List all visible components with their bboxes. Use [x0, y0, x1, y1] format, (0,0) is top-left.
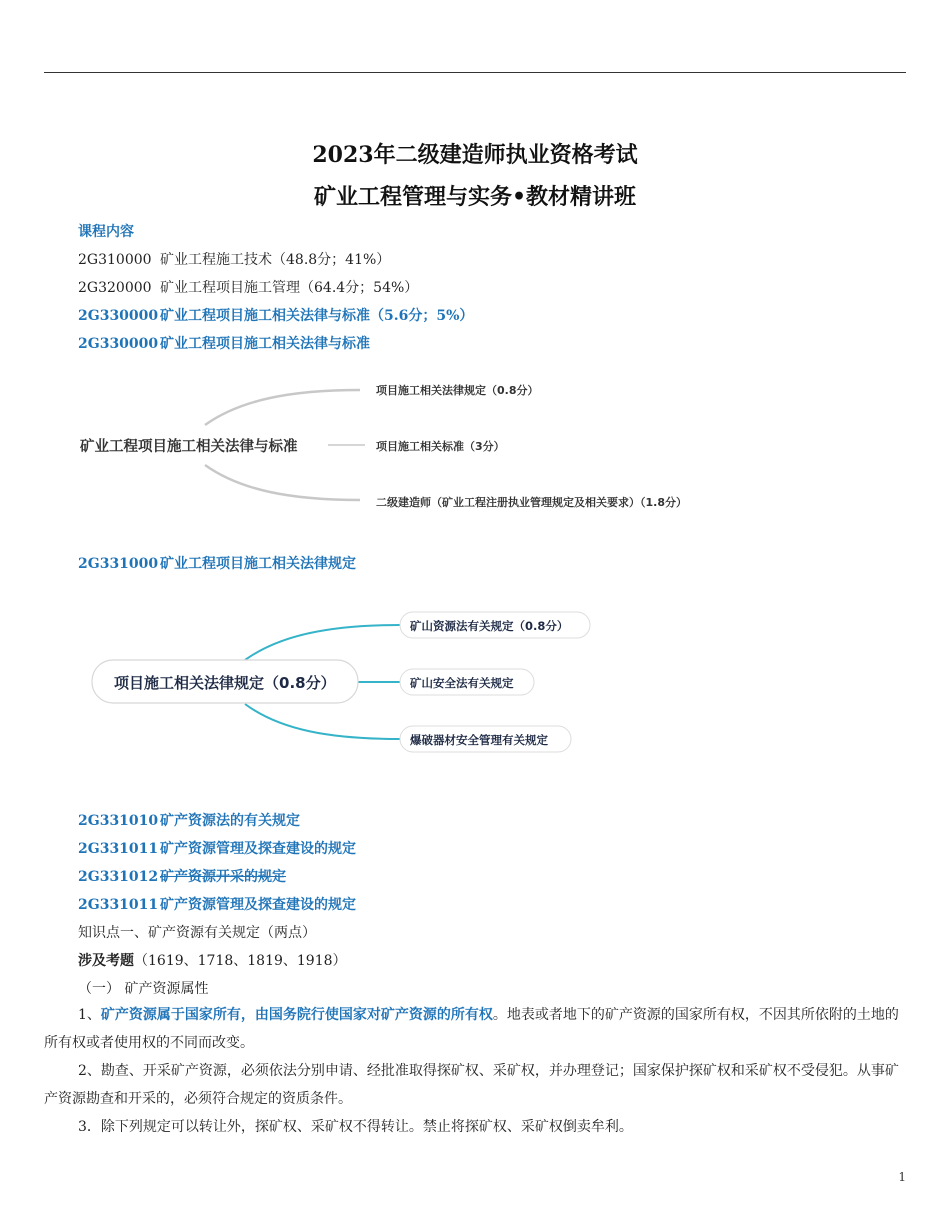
toc-item: [78, 810, 300, 830]
mindmap-laws-standards: [60, 370, 760, 525]
mindmap1-root: 矿业工程项目施工相关法律与标准: [80, 439, 298, 455]
subsection-heading: [78, 553, 356, 573]
toc-code: 2G331011: [78, 841, 159, 857]
toc-text: 矿产资源管理及探查建设的规定: [160, 841, 356, 857]
toc-item: [78, 838, 356, 858]
course-item-code: 2G320000: [78, 280, 152, 296]
mindmap2-branch: 矿山资源法有关规定（0.8分）: [410, 619, 569, 633]
toc-code: 2G331010: [78, 813, 159, 829]
course-item-text: 矿业工程施工技术（48.8分；41%）: [160, 252, 391, 268]
paragraph-1-highlight: 矿产资源属于国家所有，由国务院行使国家对矿产资源的所有权: [100, 1007, 493, 1023]
toc-text: 矿产资源管理及探查建设的规定: [160, 897, 356, 913]
page-number: 1: [898, 1170, 906, 1184]
course-item-text: 矿业工程项目施工相关法律与标准（5.6分；5%）: [160, 308, 474, 324]
mindmap2-connector-top: [245, 625, 400, 660]
mindmap1-branch: 二级建造师（矿业工程注册执业管理规定及相关要求）（1.8分）: [376, 496, 687, 509]
mindmap1-connector-bottom: [205, 465, 360, 500]
toc-text: 矿产资源开采的规定: [160, 869, 286, 885]
mindmap2-branch: 矿山安全法有关规定: [410, 676, 514, 690]
toc-item-struck: [78, 866, 286, 886]
toc-item: [78, 894, 356, 914]
knowledge-point: 知识点一、矿产资源有关规定（两点）: [78, 925, 316, 941]
mindmap-project-laws: [80, 600, 640, 765]
mindmap2-connector-bottom: [245, 704, 400, 739]
mindmap2-root: 项目施工相关法律规定（0.8分）: [114, 674, 336, 692]
paragraph-1-prefix: 1、: [78, 1007, 101, 1023]
sub-heading: （一） 矿产资源属性: [78, 981, 209, 997]
document-title-line2: 矿业工程管理与实务•教材精讲班: [313, 184, 637, 210]
course-item: [78, 277, 418, 297]
exam-reference: [78, 950, 347, 970]
subsection-text: 矿业工程项目施工相关法律规定: [160, 556, 356, 572]
course-item: [78, 249, 390, 269]
toc-code: 2G331012: [78, 869, 159, 885]
section-code: 2G330000: [78, 336, 159, 352]
section-heading: [78, 333, 370, 353]
exam-label: 涉及考题: [78, 953, 134, 969]
header-rule: [44, 72, 906, 73]
document-title-line1: 2023年二级建造师执业资格考试: [312, 142, 638, 168]
course-item-text: 矿业工程项目施工管理（64.4分；54%）: [160, 280, 419, 296]
course-item-current: [78, 305, 473, 325]
toc-text: 矿产资源法的有关规定: [160, 813, 300, 829]
course-item-code: 2G310000: [78, 252, 152, 268]
section-text: 矿业工程项目施工相关法律与标准: [160, 336, 370, 352]
toc-code: 2G331011: [78, 897, 159, 913]
paragraph-3: 3．除下列规定可以转让外，探矿权、采矿权不得转让。禁止将探矿权、采矿权倒卖牟利。: [78, 1119, 633, 1135]
paragraph-2: 2、勘查、开采矿产资源，必须依法分别申请、经批准取得探矿权、采矿权，并办理登记；国家保护探矿权和采矿权不受侵犯。从事矿产资源勘查和开采的，必须符合规定的资质条件。: [44, 1063, 899, 1107]
course-item-code: 2G330000: [78, 308, 159, 324]
mindmap1-connector-top: [205, 390, 360, 425]
exam-years: （1619、1718、1819、1918）: [134, 953, 347, 969]
mindmap1-branch: 项目施工相关法律规定（0.8分）: [376, 384, 539, 397]
course-heading: 课程内容: [78, 224, 134, 240]
paragraph-1: [44, 1001, 906, 1057]
mindmap2-branch: 爆破器材安全管理有关规定: [410, 733, 548, 747]
mindmap1-branch: 项目施工相关标准（3分）: [376, 440, 505, 453]
paragraph-1-rest: 。地表或者地下的矿产资源的国家所有权，不因其所依附的土地的所有权或者使用权的不同而改变。: [44, 1007, 899, 1051]
subsection-code: 2G331000: [78, 556, 159, 572]
